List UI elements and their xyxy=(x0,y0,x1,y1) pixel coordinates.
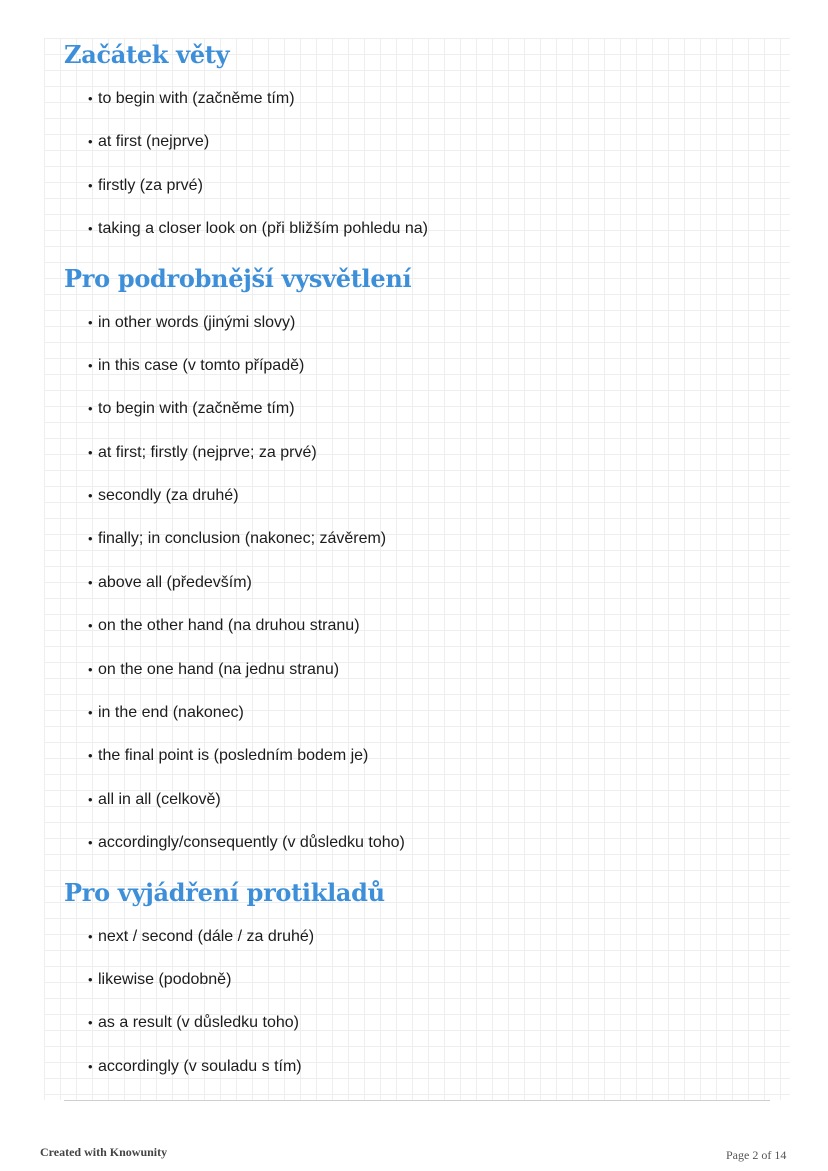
list-item-text: as a result (v důsledku toho) xyxy=(98,1014,299,1031)
list-item-text: at first (nejprve) xyxy=(98,133,210,150)
list-item xyxy=(88,220,428,238)
list-item xyxy=(88,747,368,765)
list-item-text: the final point is (posledním bodem je) xyxy=(98,747,369,764)
bullet: • xyxy=(88,134,93,149)
list-item xyxy=(88,530,386,548)
list-item-text: in the end (nakonec) xyxy=(98,704,244,721)
page-margin-top xyxy=(0,0,828,38)
page-margin-left xyxy=(0,0,44,1171)
list-item-text: on the one hand (na jednu stranu) xyxy=(98,661,340,678)
list-item-text: taking a closer look on (při bližším pohledu na) xyxy=(98,220,428,237)
list-item xyxy=(88,444,317,462)
list-item xyxy=(88,617,360,635)
list-item xyxy=(88,928,314,946)
section-heading-contrasts: Pro vyjádření protikladů xyxy=(64,878,385,907)
created-with-knowunity: Created with Knowunity xyxy=(40,1145,168,1159)
list-item-text: at first; firstly (nejprve; za prvé) xyxy=(98,444,317,461)
section-heading-detailed-explanation: Pro podrobnější vysvětlení xyxy=(64,264,412,293)
list-item xyxy=(88,487,239,505)
list-item-text: likewise (podobně) xyxy=(98,971,232,988)
bullet: • xyxy=(88,358,93,373)
bullet: • xyxy=(88,315,93,330)
bullet: • xyxy=(88,972,93,987)
bullet: • xyxy=(88,618,93,633)
list-item xyxy=(88,704,244,722)
list-item xyxy=(88,314,295,332)
list-item-text: firstly (za prvé) xyxy=(98,177,203,194)
bullet: • xyxy=(88,531,93,546)
list-item xyxy=(88,177,203,195)
list-item-text: on the other hand (na druhou stranu) xyxy=(98,617,360,634)
list-item-text: in this case (v tomto případě) xyxy=(98,357,305,374)
bullet: • xyxy=(88,178,93,193)
bullet: • xyxy=(88,929,93,944)
page-margin-bottom xyxy=(0,1100,828,1171)
list-item-text: above all (především) xyxy=(98,574,252,591)
bullet: • xyxy=(88,792,93,807)
list-item-text: finally; in conclusion (nakonec; závěrem) xyxy=(98,530,387,547)
list-item xyxy=(88,1014,299,1032)
footer-divider xyxy=(64,1100,770,1101)
section-heading-sentence-start: Začátek věty xyxy=(64,40,230,69)
list-item xyxy=(88,1058,302,1076)
bullet: • xyxy=(88,401,93,416)
page-number: Page 2 of 14 xyxy=(726,1148,787,1162)
list-item xyxy=(88,661,339,679)
list-item-text: accordingly/consequently (v důsledku toho) xyxy=(98,834,405,851)
list-item xyxy=(88,357,304,375)
bullet: • xyxy=(88,1059,93,1074)
bullet: • xyxy=(88,835,93,850)
page-margin-right xyxy=(790,0,828,1171)
bullet: • xyxy=(88,445,93,460)
list-item-text: to begin with (začněme tím) xyxy=(98,400,295,417)
list-item xyxy=(88,834,405,852)
list-item-text: next / second (dále / za druhé) xyxy=(98,928,315,945)
bullet: • xyxy=(88,1015,93,1030)
bullet: • xyxy=(88,662,93,677)
list-item-text: secondly (za druhé) xyxy=(98,487,239,504)
bullet: • xyxy=(88,91,93,106)
list-item-text: all in all (celkově) xyxy=(98,791,221,808)
list-item xyxy=(88,791,221,809)
list-item xyxy=(88,90,295,108)
list-item-text: to begin with (začněme tím) xyxy=(98,90,295,107)
list-item-text: in other words (jinými slovy) xyxy=(98,314,296,331)
bullet: • xyxy=(88,705,93,720)
bullet: • xyxy=(88,488,93,503)
list-item-text: accordingly (v souladu s tím) xyxy=(98,1058,302,1075)
list-item xyxy=(88,574,252,592)
list-item xyxy=(88,133,209,151)
list-item xyxy=(88,971,231,989)
list-item xyxy=(88,400,295,418)
bullet: • xyxy=(88,575,93,590)
bullet: • xyxy=(88,221,93,236)
bullet: • xyxy=(88,748,93,763)
